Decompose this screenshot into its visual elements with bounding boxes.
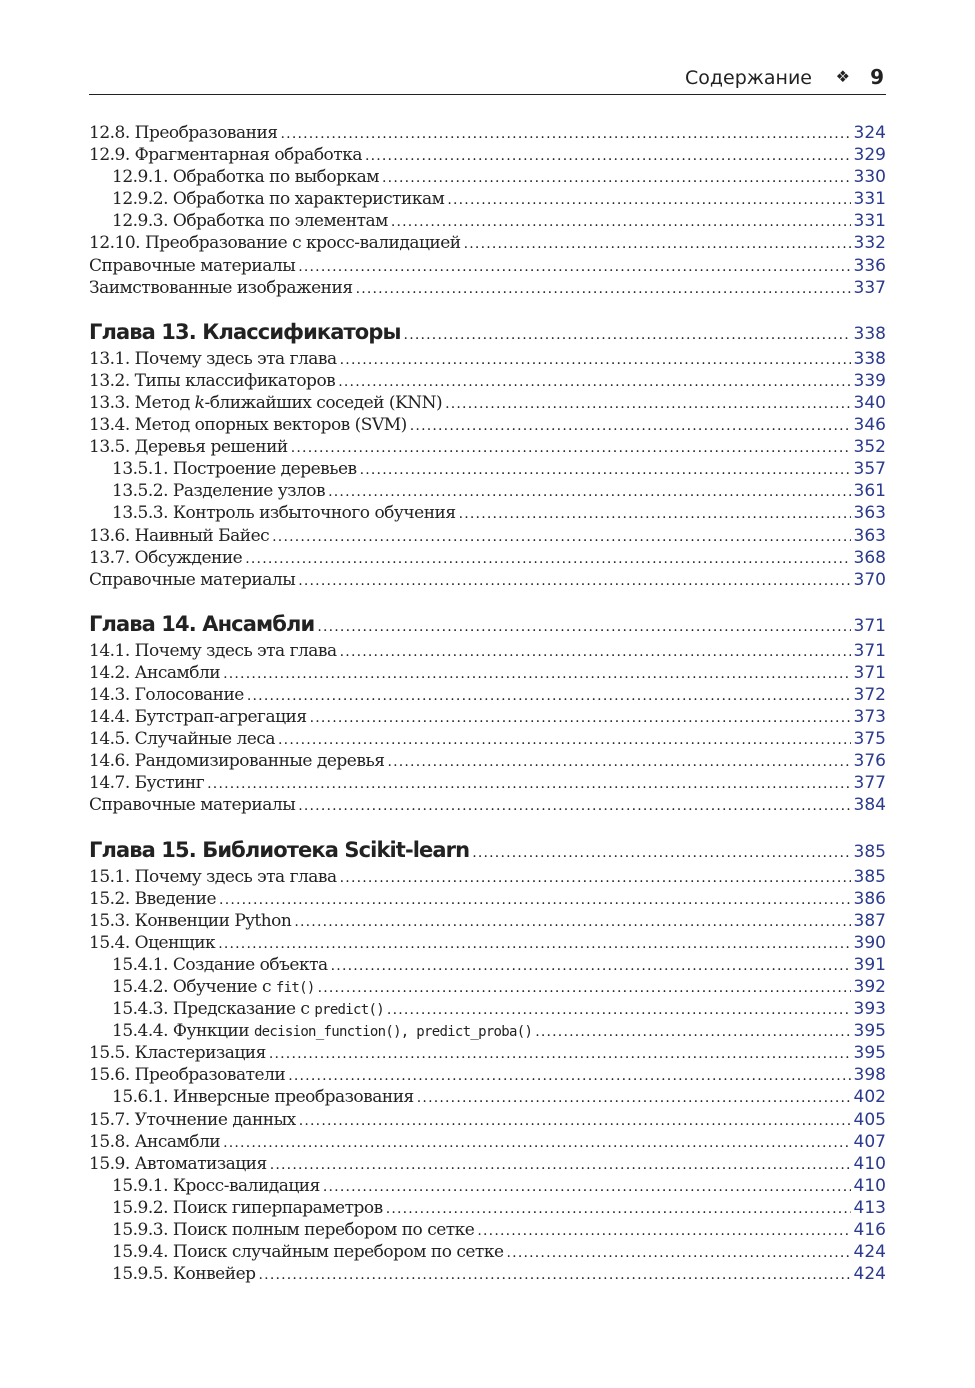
dot-leader [269, 1043, 851, 1064]
toc-entry-label: 14.5. Случайные леса [89, 729, 276, 750]
dot-leader [387, 999, 851, 1020]
dot-leader [447, 189, 850, 210]
toc-entry-label: 13.5. Деревья решений [89, 437, 288, 458]
toc-entry-label: 13.5.2. Разделение узлов [112, 481, 326, 502]
toc-entry-label: Глава 15. Библиотека Scikit-learn [89, 837, 470, 862]
toc-entry-label: 15.4.1. Создание объекта [112, 954, 328, 975]
toc-entry[interactable] [89, 547, 886, 569]
toc-page-link[interactable]: 338 [853, 348, 886, 369]
toc-page-link[interactable]: 392 [853, 977, 886, 997]
toc-chapter [89, 609, 886, 817]
table-of-contents [89, 122, 886, 1285]
dot-leader [464, 233, 851, 254]
toc-page-link[interactable]: 385 [853, 841, 886, 862]
toc-entry-label: 14.6. Рандомизированные деревья [89, 751, 385, 772]
toc-page-link[interactable]: 352 [853, 437, 886, 458]
dot-leader [272, 526, 850, 547]
dot-leader [338, 371, 850, 392]
toc-page-link[interactable]: 332 [853, 233, 886, 254]
toc-entry-label [112, 976, 315, 998]
toc-entry[interactable] [89, 932, 886, 954]
toc-entry-label: 13.1. Почему здесь эта глава [89, 348, 337, 369]
toc-entry-label: 13.5.3. Контроль избыточного обучения [112, 503, 456, 524]
toc-entry[interactable] [89, 525, 886, 547]
toc-entry[interactable] [89, 277, 886, 299]
toc-entry-label: 14.1. Почему здесь эта глава [89, 640, 337, 661]
toc-entry-label: Глава 14. Ансамбли [89, 611, 315, 636]
dot-leader [340, 641, 851, 662]
toc-page-link[interactable]: 387 [853, 910, 886, 931]
toc-page-link[interactable]: 368 [853, 547, 886, 568]
toc-entry[interactable] [89, 144, 886, 166]
dot-leader [219, 889, 851, 910]
toc-entry[interactable] [89, 569, 886, 591]
dot-leader [323, 1176, 851, 1197]
toc-entry[interactable] [89, 1064, 886, 1086]
toc-page-link[interactable]: 424 [853, 1264, 886, 1285]
toc-page-link[interactable]: 410 [853, 1175, 886, 1196]
toc-entry[interactable] [89, 998, 886, 1020]
toc-entry[interactable] [89, 1241, 886, 1263]
toc-page-link[interactable]: 395 [853, 1021, 886, 1042]
label-suffix: -ближайших соседей (KNN) [204, 392, 443, 413]
toc-page-link[interactable]: 361 [853, 481, 886, 502]
toc-page-link[interactable]: 331 [853, 189, 886, 210]
dot-leader [318, 977, 851, 998]
toc-entry[interactable] [89, 255, 886, 277]
dot-leader [340, 867, 851, 888]
toc-page-link[interactable]: 372 [853, 684, 886, 705]
toc-entry[interactable] [89, 210, 886, 232]
toc-page-link[interactable]: 338 [853, 323, 886, 344]
toc-entry-label: 15.9.1. Кросс-валидация [112, 1175, 320, 1196]
toc-page-link[interactable]: 373 [853, 707, 886, 728]
toc-entry[interactable] [89, 414, 886, 436]
toc-page-link[interactable]: 375 [853, 729, 886, 750]
toc-entry-label: 15.6.1. Инверсные преобразования [112, 1087, 414, 1108]
toc-entry-label: 15.8. Ансамбли [89, 1131, 221, 1152]
toc-entry[interactable] [89, 1131, 886, 1153]
toc-chapter-heading[interactable] [89, 609, 886, 639]
label-prefix: 13.3. Метод [89, 392, 195, 413]
toc-page-link[interactable]: 416 [853, 1220, 886, 1241]
toc-page-link[interactable]: 376 [853, 751, 886, 772]
toc-entry-label: 13.6. Наивный Байес [89, 525, 270, 546]
toc-page-link[interactable]: 357 [853, 459, 886, 480]
toc-entry[interactable] [89, 772, 886, 794]
toc-page-link[interactable]: 330 [853, 167, 886, 188]
toc-entry[interactable] [89, 1109, 886, 1131]
dot-leader [360, 459, 851, 480]
dot-leader [445, 393, 850, 414]
toc-entry-label: 12.8. Преобразования [89, 123, 278, 143]
dot-leader [507, 1242, 851, 1263]
toc-entry[interactable] [89, 1153, 886, 1175]
dot-leader [270, 1154, 851, 1175]
toc-entry-label: 15.6. Преобразователи [89, 1065, 286, 1086]
toc-entry-label: 15.4. Оценщик [89, 932, 216, 953]
toc-page-link[interactable]: 371 [853, 662, 886, 683]
toc-entry-label: 15.2. Введение [89, 888, 217, 909]
label-italic: k [194, 392, 205, 413]
toc-page-link[interactable]: 371 [853, 615, 886, 636]
toc-page-link[interactable]: 390 [853, 932, 886, 953]
page-number: 9 [870, 65, 884, 89]
dot-leader [223, 663, 850, 684]
toc-entry-label: 15.3. Конвенции Python [89, 910, 292, 931]
toc-section-preface [89, 122, 886, 299]
toc-entry-label: Справочные материалы [89, 255, 296, 276]
dot-leader [288, 1065, 850, 1086]
toc-entry[interactable] [89, 684, 886, 706]
toc-entry[interactable] [89, 166, 886, 188]
dot-leader [331, 955, 851, 976]
dot-leader [245, 548, 850, 569]
dot-leader [247, 685, 851, 706]
toc-entry-label [112, 998, 384, 1020]
dot-leader [310, 707, 851, 728]
toc-entry[interactable] [89, 480, 886, 502]
running-header-title: Содержание [685, 67, 812, 89]
toc-entry[interactable] [89, 1219, 886, 1241]
toc-entry-label: 15.9.4. Поиск случайным перебором по сетке [112, 1242, 504, 1263]
dot-leader [317, 612, 850, 639]
toc-chapter [89, 317, 886, 591]
toc-page-link[interactable]: 336 [853, 255, 886, 276]
dot-leader [356, 278, 851, 299]
toc-entry-label: 15.7. Уточнение данных [89, 1109, 296, 1130]
toc-entry-label: Заимствованные изображения [89, 277, 353, 298]
toc-entry[interactable] [89, 392, 886, 414]
toc-entry[interactable] [89, 910, 886, 932]
toc-entry-label: 15.9. Автоматизация [89, 1153, 267, 1174]
dot-leader [298, 795, 850, 816]
toc-page-link[interactable]: 370 [853, 569, 886, 590]
label-prefix: 15.4.2. Обучение с [112, 977, 276, 997]
toc-entry[interactable] [89, 458, 886, 480]
dot-leader [472, 838, 850, 865]
dot-leader [417, 1087, 851, 1108]
dot-leader [259, 1264, 851, 1285]
toc-entry[interactable] [89, 1197, 886, 1219]
toc-entry-label: 12.10. Преобразование с кросс-валидацией [89, 233, 461, 254]
toc-page-link[interactable]: 402 [853, 1087, 886, 1108]
toc-page-link[interactable]: 363 [853, 503, 886, 524]
toc-page-link[interactable]: 337 [853, 277, 886, 298]
toc-entry[interactable] [89, 232, 886, 254]
toc-entry-label: 13.4. Метод опорных векторов (SVM) [89, 415, 407, 436]
dot-leader [387, 751, 850, 772]
toc-entry-label: Справочные материалы [89, 569, 296, 590]
toc-entry[interactable] [89, 436, 886, 458]
toc-entry-label: Справочные материалы [89, 795, 296, 816]
toc-entry-label: 14.3. Голосование [89, 684, 244, 705]
dot-leader [298, 570, 850, 591]
toc-entry[interactable] [89, 888, 886, 910]
toc-page-link[interactable]: 413 [853, 1197, 886, 1218]
toc-page-link[interactable]: 340 [853, 392, 886, 413]
label-code: decision_function(), predict_proba() [253, 1024, 533, 1041]
toc-page-link[interactable]: 407 [853, 1131, 886, 1152]
toc-entry-label: 14.7. Бустинг [89, 773, 205, 794]
toc-entry-label: 13.5.1. Построение деревьев [112, 459, 357, 480]
toc-entry-label: 12.9. Фрагментарная обработка [89, 145, 362, 166]
toc-page-link[interactable]: 346 [853, 415, 886, 436]
toc-page-link[interactable]: 395 [853, 1043, 886, 1064]
dot-leader [365, 145, 851, 166]
toc-entry[interactable] [89, 706, 886, 728]
toc-page-link[interactable]: 377 [853, 773, 886, 794]
toc-chapter-heading[interactable] [89, 835, 886, 865]
toc-entry[interactable] [89, 1263, 886, 1285]
toc-entry[interactable] [89, 976, 886, 998]
dot-leader [382, 167, 851, 188]
dot-leader [340, 349, 851, 370]
dot-leader [207, 773, 850, 794]
dot-leader [291, 437, 851, 458]
toc-page-link[interactable]: 405 [853, 1109, 886, 1130]
toc-entry-label: 15.9.3. Поиск полным перебором по сетке [112, 1220, 475, 1241]
toc-page-link[interactable]: 324 [853, 123, 886, 143]
toc-entry-label: 14.2. Ансамбли [89, 662, 221, 683]
label-prefix: 15.4.4. Функции [112, 1021, 254, 1042]
dot-leader [391, 211, 851, 232]
dot-leader [298, 256, 850, 277]
running-header [89, 64, 886, 95]
toc-entry-label: 15.9.5. Конвейер [112, 1264, 256, 1285]
dot-leader [535, 1021, 850, 1042]
toc-chapter [89, 835, 886, 1286]
dot-leader [281, 123, 851, 144]
toc-page-link[interactable]: 339 [853, 370, 886, 391]
label-code: fit() [275, 980, 315, 996]
dot-leader [218, 933, 850, 954]
dot-leader [223, 1132, 850, 1153]
toc-entry[interactable] [89, 866, 886, 888]
dot-leader [404, 320, 851, 347]
toc-entry[interactable] [89, 640, 886, 662]
label-prefix: 15.4.3. Предсказание с [112, 999, 315, 1020]
dot-leader [299, 1110, 851, 1131]
toc-entry-label: 12.9.3. Обработка по элементам [112, 211, 388, 232]
label-code: predict() [314, 1002, 384, 1019]
toc-entry[interactable] [89, 1020, 886, 1042]
toc-entry-label [89, 392, 442, 414]
toc-page-link[interactable]: 384 [853, 795, 886, 816]
toc-page-link[interactable]: 410 [853, 1153, 886, 1174]
dot-leader [459, 503, 851, 524]
toc-page-link[interactable]: 393 [853, 999, 886, 1020]
toc-page-link[interactable]: 371 [853, 640, 886, 661]
toc-entry-label: 15.5. Кластеризация [89, 1043, 266, 1064]
dot-leader [410, 415, 851, 436]
toc-entry-label: 14.4. Бутстрап-агрегация [89, 707, 307, 728]
toc-entry-label: 12.9.1. Обработка по выборкам [112, 167, 380, 188]
dot-leader [477, 1220, 850, 1241]
toc-entry-label: 13.7. Обсуждение [89, 547, 243, 568]
toc-page-link[interactable]: 391 [853, 954, 886, 975]
toc-entry[interactable] [89, 750, 886, 772]
toc-entry-label: 15.1. Почему здесь эта глава [89, 866, 337, 887]
toc-entry[interactable] [89, 954, 886, 976]
toc-chapter-heading[interactable] [89, 317, 886, 347]
toc-entry[interactable] [89, 502, 886, 524]
dot-leader [294, 911, 850, 932]
toc-entry[interactable] [89, 728, 886, 750]
toc-entry[interactable] [89, 1042, 886, 1064]
toc-entry-label: 12.9.2. Обработка по характеристикам [112, 189, 445, 210]
toc-page-link[interactable]: 329 [853, 145, 886, 166]
dot-leader [328, 481, 850, 502]
toc-entry-label [112, 1020, 532, 1042]
toc-entry-label: Глава 13. Классификаторы [89, 319, 401, 344]
toc-entry[interactable] [89, 1175, 886, 1197]
toc-entry[interactable] [89, 122, 886, 144]
toc-page-link[interactable]: 424 [853, 1242, 886, 1263]
toc-entry[interactable] [89, 794, 886, 816]
toc-page-link[interactable]: 363 [853, 525, 886, 546]
toc-entry[interactable] [89, 188, 886, 210]
toc-entry[interactable] [89, 370, 886, 392]
toc-page-link[interactable]: 385 [853, 866, 886, 887]
toc-entry[interactable] [89, 662, 886, 684]
toc-entry-label: 15.9.2. Поиск гиперпараметров [112, 1197, 383, 1218]
toc-entry[interactable] [89, 1086, 886, 1108]
dot-leader [278, 729, 851, 750]
toc-entry[interactable] [89, 348, 886, 370]
toc-page-link[interactable]: 398 [853, 1065, 886, 1086]
toc-page-link[interactable]: 331 [853, 211, 886, 232]
dot-leader [386, 1198, 851, 1219]
ornament-icon: ❖ [835, 67, 850, 86]
toc-page-link[interactable]: 386 [853, 888, 886, 909]
toc-entry-label: 13.2. Типы классификаторов [89, 370, 336, 391]
